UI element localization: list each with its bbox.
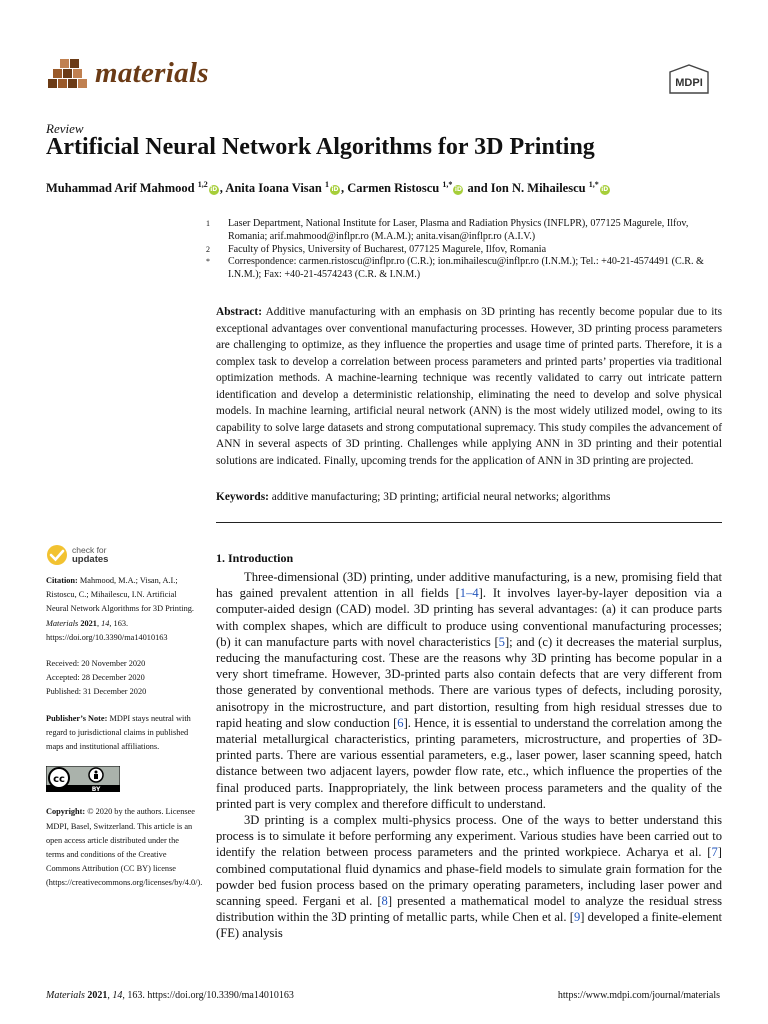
citation-year: 2021 (80, 618, 97, 628)
cc-by-label: BY (91, 786, 101, 793)
introduction-body (216, 569, 722, 942)
reference-link[interactable]: 5 (498, 634, 505, 649)
affiliation-mark: * (206, 257, 210, 267)
dates-block (46, 657, 198, 700)
author-name: Ion N. Mihailescu (490, 181, 589, 196)
paragraph-1 (216, 569, 722, 812)
reference-link[interactable]: 7 (711, 845, 718, 860)
footer-journal: Materials (46, 990, 85, 1001)
publisher-note (46, 712, 198, 755)
paper-title: Artificial Neural Network Algorithms for 3D Printing (46, 134, 595, 160)
footer-volume: 14 (112, 990, 123, 1001)
check-updates-line2: updates (72, 554, 109, 565)
paragraph-text: ] developed a finite-element (FE) analysis (216, 910, 722, 941)
author-list (46, 180, 611, 196)
section-divider (216, 522, 722, 523)
paragraph-text: ] presented a mathematical model to analyze the residual stress distribution within the 3D printing of metallic parts, while Chen et al. [ (216, 894, 723, 925)
paragraph-text: 3D printing is a complex multi-physics process. One of the ways to better understand this process is to simulate it before performing any experiment. Various studies have been carried out to identify the relation between process parameters and the printed workpiece. Acharya et al. [ (216, 813, 722, 860)
affiliation-mark: 1 (206, 219, 210, 228)
keywords-text: additive manufacturing; 3D printing; artificial neural networks; algorithms (271, 491, 611, 503)
affiliation-text: Correspondence: carmen.ristoscu@inflpr.ro (C.R.); ion.mihailescu@inflpr.ro (I.N.M.); Tel.: +40-21-4574491 (C.R. & I.N.M.); Fax: +40-21-4574243 (C.R. & I.N.M.) (228, 256, 704, 281)
keywords (216, 491, 722, 503)
author-affiliation-mark: 1,2 (197, 180, 208, 189)
affiliation-mark: 2 (206, 244, 210, 254)
sidebar (46, 542, 203, 903)
cc-label: cc (53, 774, 65, 786)
abstract (216, 304, 722, 469)
author-separator: and (464, 181, 491, 196)
paragraph-text: ]. It involves layer-by-layer deposition via a computer-aided design (CAD) model. 3D printing has several advantages: (a) it can produce parts with complex shapes, which are difficult to produce using conventional manufacturing processes; (b) it can manufacture parts with novel characteristics [ (216, 586, 722, 649)
orcid-icon[interactable]: iD (454, 186, 462, 194)
author-affiliation-mark: 1,* (442, 180, 453, 189)
footer-citation: Materials 2021, 14, 163. https://doi.org/10.3390/ma14010163 (46, 990, 294, 1001)
citation-volume: 14 (101, 618, 110, 628)
author-name: Muhammad Arif Mahmood (46, 181, 198, 196)
footer-doi[interactable]: , 163. https://doi.org/10.3390/ma14010163 (122, 990, 294, 1001)
author-separator: , (219, 181, 226, 196)
author-name: Anita Ioana Visan (225, 181, 325, 196)
footer-journal-url[interactable]: https://www.mdpi.com/journal/materials (557, 990, 720, 1001)
paragraph-text: Three-dimensional (3D) printing, under additive manufacturing, is a new, promising field that has gained prevalent attention in all fields [ (216, 570, 722, 601)
citation-label: Citation: (46, 576, 78, 585)
check-updates-icon (46, 544, 68, 566)
author-affiliation-mark: 1,* (588, 180, 599, 189)
reference-link[interactable]: 1–4 (459, 586, 479, 601)
affiliation-item (206, 244, 726, 257)
abstract-label: Abstract: (216, 306, 262, 318)
publisher-note-label: Publisher’s Note: (46, 713, 108, 723)
citation-text: Mahmood, M.A.; Visan, A.I.; Ristoscu, C.; Mihailescu, I.N. Artificial Neural Network Algorithms for 3D Printing. (46, 576, 194, 614)
paragraph-text: ] combined computational fluid dynamics and phase-field models to simulate grain formation for the powder bed fusion process based on the primary operating parameters, including laser power and scanning speed. Fergani et al. [ (216, 845, 722, 909)
paragraph-2 (216, 812, 722, 942)
affiliation-item (206, 256, 726, 282)
journal-name: materials (95, 57, 209, 89)
received-date: Received: 20 November 2020 (46, 659, 146, 669)
footer-year: 2021 (87, 990, 108, 1001)
affiliation-text: Faculty of Physics, University of Bucharest, 077125 Magurele, Ilfov, Romania (228, 243, 547, 255)
citation-journal: Materials (46, 618, 79, 628)
citation-block: Citation: Mahmood, M.A.; Visan, A.I.; Ristoscu, C.; Mihailescu, I.N. Artificial Neural Network Algorithms for 3D Printing. Materials 2021, 14, 163. https://doi.org/10.3390/ma14010163 (46, 576, 194, 642)
publisher-note-text: MDPI stays neutral with regard to jurisdictional claims in published maps and institutional affiliations. (46, 713, 191, 752)
accepted-date: Accepted: 28 December 2020 (46, 673, 145, 683)
published-date: Published: 31 December 2020 (46, 687, 147, 697)
orcid-icon[interactable]: iD (210, 186, 218, 194)
article-type: Review (46, 121, 84, 136)
orcid-icon[interactable]: iD (331, 186, 339, 194)
check-for-updates-button[interactable] (46, 542, 198, 568)
affiliations (206, 218, 726, 282)
reference-link[interactable]: 6 (397, 715, 404, 730)
copyright-label: Copyright: (46, 807, 86, 817)
paragraph-text: ]. Hence, it is essential to understand the correlation among the material metallurgical characteristics, printing parameters, microstructure, and properties of 3D-printed parts. There are various essential parameters, e.g., laser power, laser scanning speed, hatch distance between two adjacent layers, powder flow rate, etc., which influence the properties of the final produced parts. Inappropriately, the link between process parameters and the quality of the printed part is very complex and therefore difficult to understand. (216, 715, 722, 811)
reference-link[interactable]: 8 (381, 894, 388, 909)
keywords-label: Keywords: (216, 491, 269, 503)
copyright-text: © 2020 by the authors. Licensee MDPI, Basel, Switzerland. This article is an open access article distributed under the terms and conditions of the Creative Commons Attribution (CC BY) license (https://creativecommons.org/licenses/by/4.0/). (46, 807, 203, 888)
orcid-icon[interactable]: iD (601, 186, 609, 194)
citation-doi[interactable]: , 163. https://doi.org/10.3390/ma14010163 (46, 618, 168, 642)
section-heading: 1. Introduction (216, 551, 294, 565)
author-separator: , (341, 181, 348, 196)
mdpi-logo-icon (668, 64, 710, 94)
copyright-block (46, 805, 203, 890)
reference-link[interactable]: 9 (573, 910, 581, 925)
author-name: Carmen Ristoscu (347, 181, 443, 196)
author-affiliation-mark: 1 (325, 180, 329, 189)
abstract-text: Additive manufacturing with an emphasis on 3D printing has recently become popular due to its exceptional advantages over conventional manufacturing processes. However, 3D printing process parameters are challenging to optimize, as they influence the properties and usage time of printed parts. Therefore, it is a complex task to develop a correlation between process parameters and printed parts’ properties via traditional optimization methods. A machine-learning technique was recently validated to carry out intricate pattern identification and develop a deterministic relationship, eliminating the need to develop and solve physical models. In machine learning, artificial neural network (ANN) is the most widely utilized model, owing to its capability to solve large datasets and strong computational supremacy. This study compiles the advancement of ANN in several aspects of 3D printing. Challenges while applying ANN in 3D printing and their potential solutions are indicated. Finally, upcoming trends for the application of ANN in 3D printing are projected. (216, 306, 722, 467)
cc-by-license-icon[interactable] (46, 766, 120, 792)
mdpi-logo-text: MDPI (675, 77, 703, 89)
materials-logo-icon (46, 55, 90, 93)
affiliation-text: Laser Department, National Institute for Laser, Plasma and Radiation Physics (INFLPR), 077125 Magurele, Ilfov, Romania; arif.mahmood@inflpr.ro (M.A.M.); anita.visan@inflpr.ro (A.I.V.) (228, 218, 689, 242)
paragraph-text: ]; and (c) it decreases the material surplus, reducing the manufacturing cost. These are the reasons why 3D printing has become popular in a very short timeframe. However, 3D-printed parts also contain defects that are very different from those generated by conventional methods. There are various types of defects, including porosity, anisotropy in the microstructure, and part distortion, resulting from high residual stresses due to rapid heating and slow conduction [ (216, 634, 722, 730)
check-updates-line1: check for (72, 545, 107, 555)
affiliation-item (206, 218, 726, 244)
